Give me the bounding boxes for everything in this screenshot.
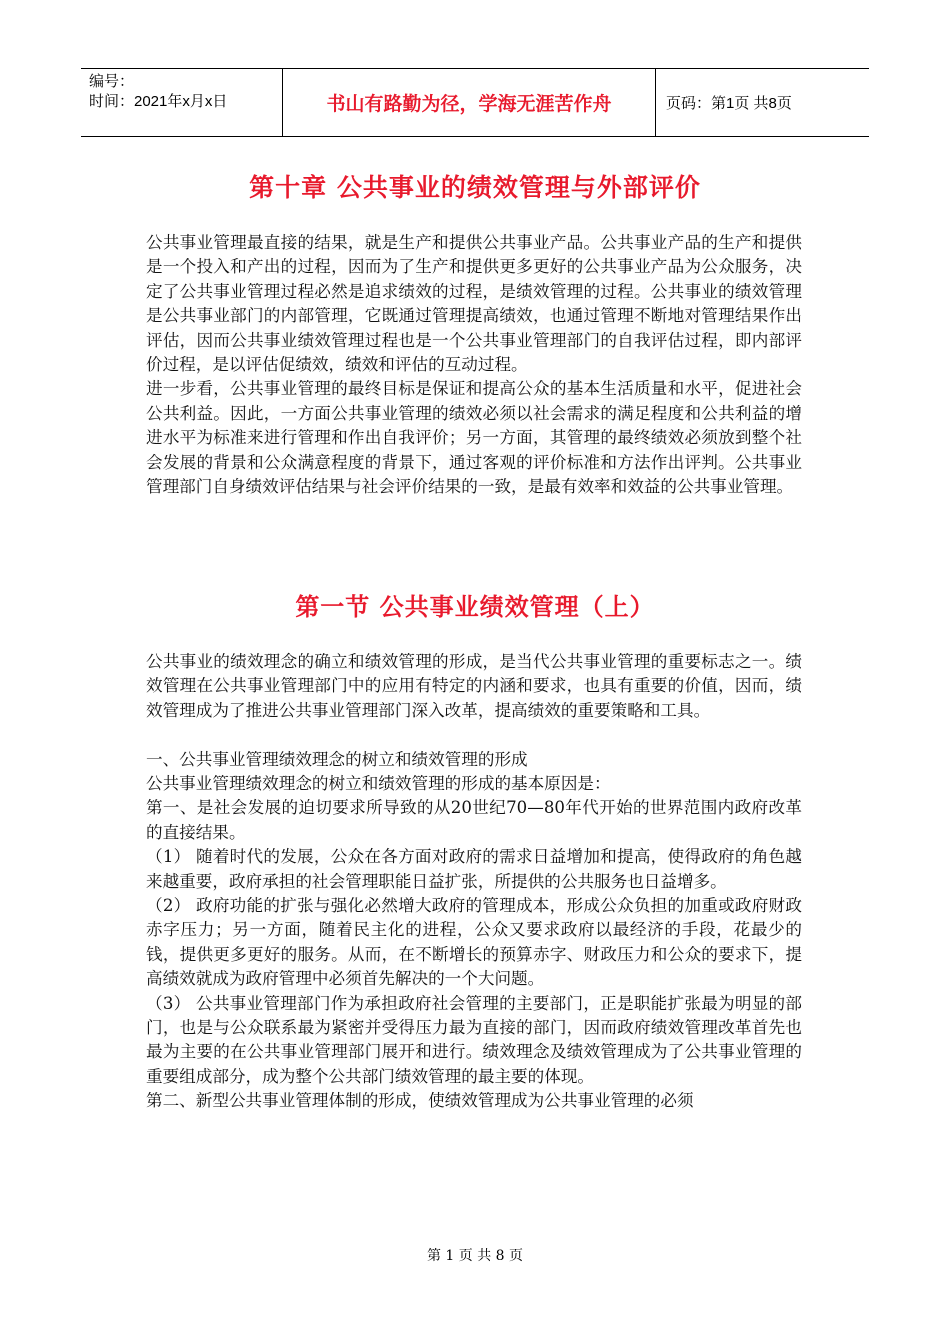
chapter-intro [146, 231, 802, 499]
list-item: （1） 随着时代的发展，公众在各方面对政府的需求日益增加和提高，使得政府的角色越来越重要，政府承担的社会管理职能日益扩张，所提供的公共服务也日益增多。 [146, 847, 802, 891]
page-footer: 第 1 页 共 8 页 [426, 1248, 524, 1264]
paragraph: 第一、是社会发展的迫切要求所导致的从20世纪70—80年代开始的世界范围内政府改革的直接结果。 [146, 798, 802, 842]
paragraph: 第二、新型公共事业管理体制的形成，使绩效管理成为公共事业管理的必须 [146, 1091, 694, 1111]
list-item: （3） 公共事业管理部门作为承担政府社会管理的主要部门，正是职能扩张最为明显的部门，也是与公众联系最为紧密并受得压力最为直接的部门，因而政府绩效管理改革首先也最为主要的在公共事业管理部门展开和进行。绩效理念及绩效管理成为了公共事业管理的重要组成部分，成为整个公共部门绩效管理的最主要的体现。 [146, 993, 802, 1086]
header-page-info: 页码：第1页 共8页 [666, 95, 792, 112]
section-body [146, 650, 802, 1114]
serial-number-label: 编号： [89, 73, 135, 90]
chapter-title: 第十章 公共事业的绩效管理与外部评价 [249, 173, 701, 202]
subheading: 一、公共事业管理绩效理念的树立和绩效管理的形成 [146, 749, 528, 769]
paragraph: 公共事业管理绩效理念的树立和绩效管理的形成的基本原因是： [146, 774, 611, 794]
paragraph: 进一步看，公共事业管理的最终目标是保证和提高公众的基本生活质量和水平，促进社会公共利益。因此，一方面公共事业管理的绩效必须以社会需求的满足程度和公共利益的增进水平为标准来进行管理和作出自我评价；另一方面，其管理的最终绩效必须放到整个社会发展的背景和公众满意程度的背景下，通过客观的评价标准和方法作出评判。公共事业管理部门自身绩效评估结果与社会评价结果的一致，是最有效率和效益的公共事业管理。 [146, 379, 802, 497]
header-meta [81, 69, 283, 136]
header-motto: 书山有路勤为径，学海无涯苦作舟 [283, 69, 656, 136]
list-item: （2） 政府功能的扩张与强化必然增大政府的管理成本，形成公众负担的加重或政府财政赤字压力；另一方面，随着民主化的进程，公众又要求政府以最经济的手段，花最少的钱，提供更多更好的服务。从而，在不断增长的预算赤字、财政压力和公众的要求下，提高绩效就成为政府管理中必须首先解决的一个大问题。 [146, 896, 802, 989]
paragraph: 公共事业管理最直接的结果，就是生产和提供公共事业产品。公共事业产品的生产和提供是一个投入和产出的过程，因而为了生产和提供更多更好的公共事业产品为公众服务，决定了公共事业管理过程必然是追求绩效的过程，是绩效管理的过程。公共事业的绩效管理是公共事业部门的内部管理，它既通过管理提高绩效，也通过管理不断地对管理结果作出评估，因而公共事业绩效管理过程也是一个公共事业管理部门的自我评估过程，即内部评价过程，是以评估促绩效，绩效和评估的互动过程。 [146, 233, 802, 375]
paragraph: 公共事业的绩效理念的确立和绩效管理的形成，是当代公共事业管理的重要标志之一。绩效管理在公共事业管理部门中的应用有特定的内涵和要求，也具有重要的价值，因而，绩效管理成为了推进公共事业管理部门深入改革，提高绩效的重要策略和工具。 [146, 652, 802, 720]
blank-line [146, 723, 802, 747]
page-header [81, 68, 869, 137]
section-title: 第一节 公共事业绩效管理（上） [295, 593, 655, 621]
date-label: 时间：2021年x月x日 [89, 93, 228, 110]
